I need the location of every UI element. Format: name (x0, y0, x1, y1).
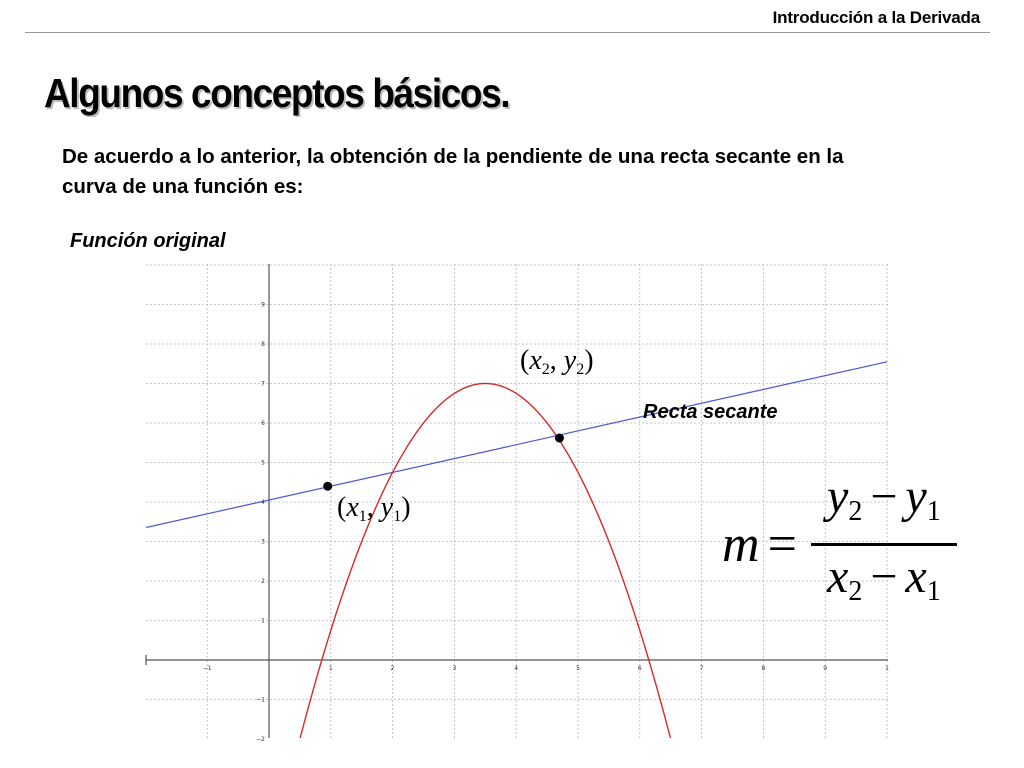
y-tick-label: 2 (261, 578, 265, 585)
x-tick-label: 1 (328, 665, 333, 672)
header-title: Introducción a la Derivada (772, 8, 980, 27)
y-tick-label: 9 (261, 301, 265, 309)
x-tick-label: 1 (885, 665, 889, 672)
y-tick-label: 7 (261, 380, 265, 388)
y-tick-label: 5 (261, 459, 265, 467)
chart-subtitle: Función original (70, 230, 226, 252)
intersection-point-1 (323, 482, 332, 491)
y-tick-label: −1 (256, 696, 265, 704)
x-tick-label: 4 (514, 665, 519, 672)
x-tick-label: 8 (761, 665, 766, 672)
point2-label: ($x_2$, $y_2$) (520, 345, 594, 378)
formula-equals: = (767, 516, 797, 573)
x-tick-label: −1 (202, 665, 212, 672)
fraction-bar (811, 543, 957, 546)
y-tick-label: 4 (261, 499, 265, 506)
y-tick-label: 3 (261, 538, 265, 546)
intersection-point-2 (555, 434, 564, 443)
formula-numerator: $y_2 - y_1$ (827, 470, 941, 527)
intro-text: De acuerdo a lo anterior, la obtención de la pendiente de una recta secante en la curva de una función es: (62, 145, 844, 198)
slide-title: Algunos conceptos básicos. (44, 70, 510, 116)
x-tick-label: 7 (699, 665, 704, 672)
formula-lhs: m (722, 516, 760, 573)
y-tick-label: 8 (261, 341, 265, 348)
x-tick-label: 6 (637, 665, 642, 672)
function-curve (189, 384, 788, 768)
y-tick-label: −2 (256, 736, 265, 743)
x-tick-label: 2 (390, 665, 395, 672)
slope-formula (722, 470, 957, 619)
secant-label: Recta secante (643, 401, 778, 423)
y-tick-label: 6 (261, 420, 265, 427)
y-tick-label: 1 (261, 617, 265, 625)
formula-fraction (811, 470, 957, 619)
x-tick-label: 3 (452, 665, 457, 672)
x-tick-label: 9 (823, 665, 828, 672)
point1-label: ($x_1$, $y_1$) (337, 492, 411, 525)
x-tick-label: 5 (576, 665, 580, 672)
formula-denominator: $x_2 - x_1$ (827, 550, 941, 607)
